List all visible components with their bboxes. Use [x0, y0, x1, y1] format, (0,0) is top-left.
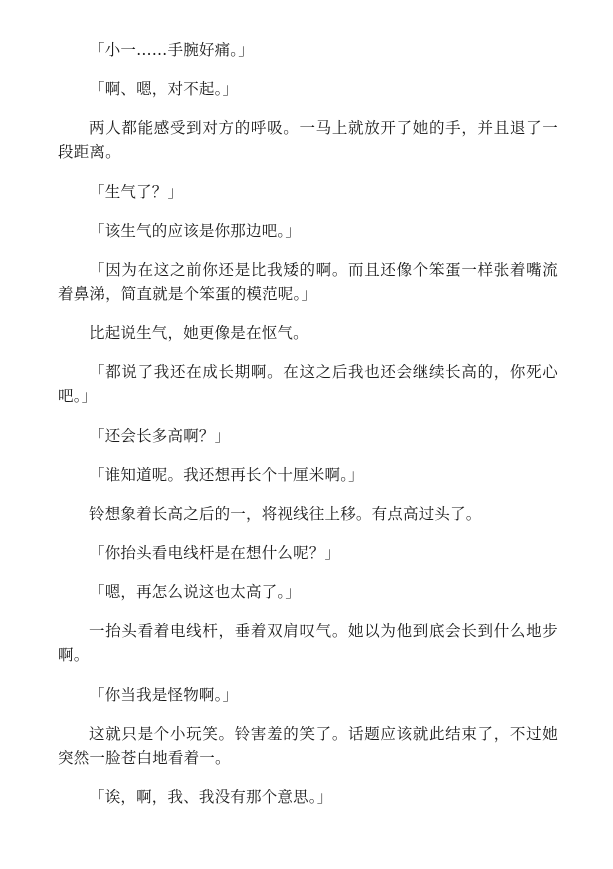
paragraph: 这就只是个小玩笑。铃害羞的笑了。话题应该就此结束了，不过她突然一脸苍白地看着一。: [58, 724, 558, 767]
paragraph: 「啊、嗯，对不起。」: [89, 80, 239, 99]
paragraph: 「因为在这之前你还是比我矮的啊。而且还像个笨蛋一样张着嘴流着鼻涕，简直就是个笨蛋的模范呢。」: [58, 260, 558, 303]
paragraph: 「小一……手腕好痛。」: [89, 41, 254, 59]
paragraph: 两人都能感受到对方的呼吸。一马上就放开了她的手，并且退了一段距离。: [58, 119, 558, 162]
paragraph: 「谁知道呢。我还想再长个十厘米啊。」: [89, 465, 364, 484]
paragraph: 「生气了？」: [89, 182, 184, 201]
paragraph: 「还会长多高啊？」: [89, 426, 231, 445]
paragraph: 铃想象着长高之后的一，将视线往上移。有点高过头了。: [89, 504, 482, 523]
paragraph: 「该生气的应该是你那边吧。」: [89, 221, 302, 240]
body-text: [58, 38, 558, 824]
paragraph: 「都说了我还在成长期啊。在这之后我也还会继续长高的，你死心吧。」: [58, 363, 558, 406]
paragraph: 比起说生气，她更像是在怄气。: [89, 324, 309, 343]
paragraph: 一抬头看着电线杆，垂着双肩叹气。她以为他到底会长到什么地步啊。: [58, 622, 558, 665]
paragraph: 「诶，啊，我、我没有那个意思。」: [89, 788, 333, 806]
paragraph: 「你抬头看电线杆是在想什么呢？」: [89, 544, 341, 563]
paragraph: 「嗯，再怎么说这也太高了。」: [89, 583, 302, 602]
paragraph: 「你当我是怪物啊。」: [89, 685, 239, 704]
